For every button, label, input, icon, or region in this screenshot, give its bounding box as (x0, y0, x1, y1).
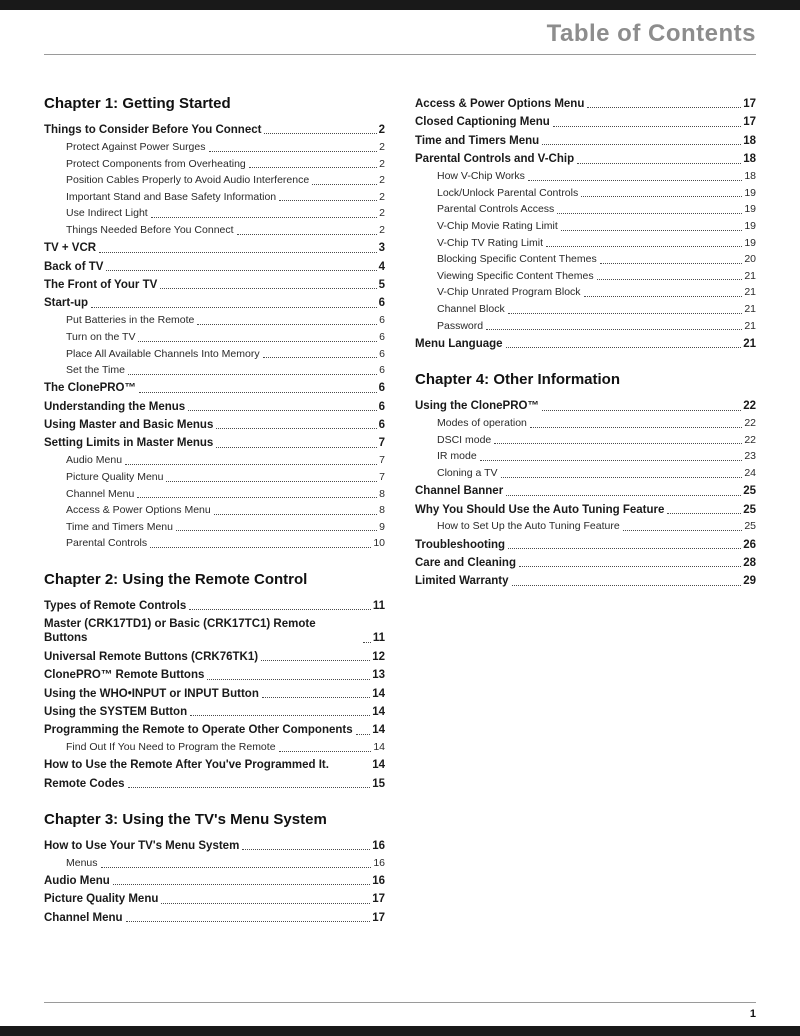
toc-entry-label: TV + VCR (44, 242, 97, 255)
dot-leader (242, 849, 370, 850)
toc-entry-label: Channel Banner (415, 485, 504, 498)
chapter-heading: Chapter 4: Other Information (415, 371, 621, 389)
toc-entry-page: 26 (743, 538, 756, 551)
toc-entry (415, 150, 756, 168)
toc-entry-label: Access & Power Options Menu (66, 504, 211, 517)
toc-entry (437, 302, 756, 319)
toc-entry-page: 22 (744, 417, 756, 430)
dot-leader (190, 715, 370, 716)
toc-column-right (415, 95, 756, 591)
toc-entry-page: 2 (379, 224, 385, 237)
dot-leader (216, 447, 376, 448)
toc-entry-page: 6 (379, 364, 385, 377)
toc-entry (44, 416, 385, 434)
toc-entry-page: 19 (744, 186, 756, 199)
toc-entry-label: V-Chip Movie Rating Limit (437, 219, 558, 232)
toc-entry (66, 519, 385, 536)
toc-entry (44, 648, 385, 666)
toc-entry-label: Programming the Remote to Operate Other Components (44, 724, 353, 737)
toc-entry-page: 19 (744, 219, 756, 232)
toc-entry (437, 252, 756, 269)
dot-leader (623, 530, 743, 531)
toc-entry (44, 666, 385, 684)
toc-entry (437, 449, 756, 466)
toc-entry-page: 6 (378, 297, 385, 310)
toc-entry (66, 536, 385, 553)
toc-entry-page: 23 (744, 450, 756, 463)
toc-entry (44, 276, 385, 294)
toc-entry (44, 597, 385, 615)
toc-entry-label: Password (437, 319, 484, 332)
toc-entry-label: Place All Available Channels Into Memory (66, 347, 260, 360)
toc-entry-page: 5 (378, 278, 385, 291)
toc-entry-label: Set the Time (66, 364, 125, 377)
dot-leader (160, 288, 376, 289)
toc-entry-label: DSCI mode (437, 433, 492, 446)
toc-entry-page: 9 (379, 520, 385, 533)
dot-leader (151, 217, 377, 218)
toc-entry-page: 16 (372, 875, 385, 888)
toc-entry (437, 235, 756, 252)
toc-entry (66, 363, 385, 380)
toc-entry-page: 2 (379, 207, 385, 220)
toc-entry-label: Universal Remote Buttons (CRK76TK1) (44, 650, 259, 663)
toc-entry-page: 6 (379, 330, 385, 343)
toc-entry (66, 173, 385, 190)
toc-entry-label: Protect Against Power Surges (66, 140, 206, 153)
dot-leader (480, 460, 743, 461)
toc-entry (44, 434, 385, 452)
dot-leader (279, 200, 377, 201)
dot-leader (263, 357, 378, 358)
toc-entry-page: 25 (744, 520, 756, 533)
toc-entry-page: 21 (744, 269, 756, 282)
dot-leader (508, 548, 741, 549)
toc-entry-page: 2 (378, 124, 385, 136)
dot-leader (264, 133, 376, 134)
toc-entry (415, 572, 756, 590)
toc-entry-label: Picture Quality Menu (66, 470, 164, 483)
dot-leader (363, 642, 371, 643)
toc-entry (66, 329, 385, 346)
toc-entry-page: 4 (378, 260, 385, 273)
toc-entry-label: Remote Codes (44, 777, 125, 790)
toc-entry (44, 872, 385, 890)
toc-entry-label: Picture Quality Menu (44, 893, 159, 906)
toc-entry (415, 335, 756, 353)
toc-entry-label: Turn on the TV (66, 330, 136, 343)
toc-entry (66, 503, 385, 520)
dot-leader (508, 313, 743, 314)
toc-entry-page: 21 (744, 286, 756, 299)
toc-entry-page: 17 (372, 893, 385, 906)
dot-leader (138, 341, 377, 342)
toc-entry (437, 285, 756, 302)
toc-entry-label: Types of Remote Controls (44, 599, 187, 612)
toc-entry-label: V-Chip Unrated Program Block (437, 286, 581, 299)
toc-entry-label: Setting Limits in Master Menus (44, 437, 214, 450)
toc-entry-page: 12 (372, 650, 385, 663)
toc-entry-page: 8 (379, 504, 385, 517)
toc-entry (437, 416, 756, 433)
page-title: Table of Contents (546, 20, 756, 47)
bottom-black-band (0, 1026, 800, 1036)
dot-leader (91, 307, 377, 308)
toc-entry-page: 21 (743, 337, 756, 350)
toc-entry (44, 258, 385, 276)
toc-entry-page: 2 (379, 157, 385, 170)
toc-entry-label: Master (CRK17TD1) or Basic (CRK17TC1) Remote Buttons (44, 618, 316, 645)
toc-entry (44, 909, 385, 927)
toc-entry-page: 21 (744, 319, 756, 332)
toc-entry-label: Lock/Unlock Parental Controls (437, 186, 579, 199)
toc-entry (415, 397, 756, 415)
toc-entry-page: 17 (372, 911, 385, 924)
toc-entry-label: Why You Should Use the Auto Tuning Feature (415, 503, 665, 516)
toc-entry-label: Put Batteries in the Remote (66, 314, 195, 327)
toc-entry (437, 519, 756, 536)
toc-entry-label: IR mode (437, 450, 477, 463)
dot-leader (312, 184, 377, 185)
toc-entry-page: 7 (379, 470, 385, 483)
dot-leader (553, 126, 741, 127)
toc-entry-label: ClonePRO™ Remote Buttons (44, 669, 205, 682)
toc-entry-page: 17 (743, 98, 756, 110)
toc-entry-label: Viewing Specific Content Themes (437, 269, 594, 282)
toc-entry-label: How V-Chip Works (437, 170, 525, 182)
toc-entry-label: Position Cables Properly to Avoid Audio Interference (66, 174, 310, 187)
toc-entry (437, 432, 756, 449)
dot-leader (150, 547, 371, 548)
toc-entry (66, 346, 385, 363)
toc-entry-page: 13 (372, 669, 385, 682)
toc-entry-page: 14 (373, 741, 385, 754)
toc-entry-label: The Front of Your TV (44, 278, 158, 291)
toc-entry-label: Limited Warranty (415, 575, 509, 588)
dot-leader (512, 585, 742, 586)
toc-entry-label: How to Use the Remote After You've Programmed It. (44, 759, 329, 772)
toc-entry-label: Parental Controls (66, 537, 148, 550)
toc-entry (66, 469, 385, 486)
dot-leader (214, 514, 377, 515)
dot-leader (584, 296, 743, 297)
toc-entry (437, 218, 756, 235)
toc-entry-label: Things to Consider Before You Connect (44, 124, 262, 136)
dot-leader (530, 427, 742, 428)
toc-entry (415, 95, 756, 113)
toc-entry-label: Troubleshooting (415, 538, 506, 551)
toc-entry-page: 14 (372, 724, 385, 737)
toc-entry-page: 18 (743, 153, 756, 166)
toc-entry-page: 8 (379, 487, 385, 500)
toc-entry-label: Closed Captioning Menu (415, 116, 550, 129)
toc-entry-page: 6 (378, 400, 385, 413)
dot-leader (542, 144, 741, 145)
toc-entry-label: Care and Cleaning (415, 556, 516, 569)
dot-leader (125, 464, 377, 465)
dot-leader (581, 196, 742, 197)
dot-leader (600, 263, 743, 264)
toc-entry (66, 223, 385, 240)
toc-entry (44, 721, 385, 739)
toc-column-left (44, 95, 385, 927)
toc-entry-label: Access & Power Options Menu (415, 98, 585, 110)
toc-entry-label: Using the ClonePRO™ (415, 400, 539, 413)
toc-entry (415, 482, 756, 500)
toc-entry (44, 615, 385, 648)
toc-entry-label: Find Out If You Need to Program the Remote (66, 741, 276, 754)
toc-entry (66, 156, 385, 173)
toc-entry-page: 25 (743, 503, 756, 516)
dot-leader (99, 252, 377, 253)
dot-leader (356, 734, 371, 735)
toc-entry-label: Back of TV (44, 260, 104, 273)
toc-entry-label: Start-up (44, 297, 89, 310)
toc-entry (415, 554, 756, 572)
toc-entry-page: 24 (744, 467, 756, 480)
toc-entry (44, 837, 385, 855)
toc-entry (44, 379, 385, 397)
toc-entry-page: 7 (378, 437, 385, 450)
dot-leader (519, 566, 741, 567)
dot-leader (113, 884, 370, 885)
dot-leader (189, 609, 371, 610)
toc-entry-page: 21 (744, 303, 756, 316)
toc-entry-label: Protect Components from Overheating (66, 157, 246, 170)
toc-entry (437, 466, 756, 483)
dot-leader (166, 481, 377, 482)
dot-leader (261, 660, 370, 661)
dot-leader (197, 324, 377, 325)
toc-entry-page: 6 (378, 419, 385, 432)
dot-leader (262, 697, 370, 698)
toc-entry-page: 25 (743, 485, 756, 498)
toc-entry-label: Audio Menu (44, 875, 110, 888)
toc-entry (437, 268, 756, 285)
toc-entry (66, 139, 385, 156)
chapter-heading: Chapter 1: Getting Started (44, 95, 231, 112)
toc-entry (44, 756, 385, 774)
toc-entry-label: How to Use Your TV's Menu System (44, 840, 240, 853)
dot-leader (137, 497, 377, 498)
toc-entry-label: Cloning a TV (437, 467, 498, 480)
dot-leader (126, 921, 371, 922)
dot-leader (139, 392, 377, 393)
toc-entry-page: 14 (372, 759, 385, 772)
dot-leader (542, 410, 741, 411)
toc-entry-page: 7 (379, 454, 385, 467)
toc-entry-label: Time and Timers Menu (66, 520, 173, 533)
toc-entry (437, 185, 756, 202)
toc-entry (415, 536, 756, 554)
toc-entry (44, 703, 385, 721)
toc-entry (66, 740, 385, 757)
toc-entry-page: 10 (373, 537, 385, 550)
toc-entry-page: 11 (372, 599, 385, 612)
toc-entry (44, 775, 385, 793)
toc-entry-label: Menus (66, 856, 98, 869)
toc-entry-page: 17 (743, 116, 756, 129)
page-footer (44, 1002, 756, 1020)
dot-leader (161, 903, 370, 904)
toc-columns (0, 55, 800, 927)
toc-entry (437, 169, 756, 186)
toc-entry-page: 20 (744, 253, 756, 266)
toc-entry-label: Audio Menu (66, 454, 123, 467)
toc-entry (44, 239, 385, 257)
dot-leader (279, 751, 372, 752)
toc-entry-page: 2 (379, 190, 385, 203)
dot-leader (188, 410, 376, 411)
toc-entry (66, 313, 385, 330)
toc-entry-page: 18 (744, 170, 756, 182)
toc-entry-label: Channel Menu (44, 911, 123, 924)
dot-leader (237, 234, 378, 235)
toc-entry-label: Blocking Specific Content Themes (437, 253, 597, 266)
toc-entry-page: 6 (379, 314, 385, 327)
toc-entry-page: 22 (744, 433, 756, 446)
dot-leader (587, 107, 741, 108)
toc-entry (66, 855, 385, 872)
toc-entry (44, 685, 385, 703)
toc-entry-page: 11 (372, 632, 385, 645)
toc-entry-page: 15 (372, 777, 385, 790)
toc-entry-label: Using the WHO•INPUT or INPUT Button (44, 687, 259, 700)
toc-entry-page: 29 (743, 575, 756, 588)
toc-entry-label: Important Stand and Base Safety Information (66, 190, 277, 203)
dot-leader (597, 279, 743, 280)
toc-entry-label: Parental Controls and V-Chip (415, 153, 575, 166)
toc-entry (415, 132, 756, 150)
toc-entry-page: 6 (378, 382, 385, 395)
dot-leader (176, 530, 377, 531)
top-black-band (0, 0, 800, 10)
toc-entry-label: Understanding the Menus (44, 400, 186, 413)
toc-entry-page: 19 (744, 203, 756, 216)
toc-entry (66, 206, 385, 223)
toc-entry-page: 18 (743, 134, 756, 147)
dot-leader (486, 329, 742, 330)
toc-entry-label: The ClonePRO™ (44, 382, 137, 395)
toc-entry-label: Using Master and Basic Menus (44, 419, 214, 432)
chapter-heading: Chapter 3: Using the TV's Menu System (44, 811, 327, 829)
dot-leader (577, 163, 741, 164)
toc-entry (66, 486, 385, 503)
toc-entry (415, 501, 756, 519)
toc-entry (44, 890, 385, 908)
toc-entry-page: 16 (372, 840, 385, 853)
toc-entry-page: 16 (373, 856, 385, 869)
toc-entry-page: 28 (743, 556, 756, 569)
dot-leader (494, 443, 742, 444)
toc-entry-label: Parental Controls Access (437, 203, 555, 216)
toc-entry-label: Time and Timers Menu (415, 134, 540, 147)
page-number: 1 (749, 1008, 756, 1020)
toc-entry (44, 294, 385, 312)
dot-leader (101, 867, 372, 868)
toc-entry-page: 6 (379, 347, 385, 360)
dot-leader (207, 679, 370, 680)
dot-leader (216, 428, 376, 429)
dot-leader (506, 347, 742, 348)
dot-leader (528, 180, 742, 181)
dot-leader (209, 151, 378, 152)
toc-entry-page: 14 (372, 687, 385, 700)
dot-leader (501, 477, 743, 478)
dot-leader (106, 270, 376, 271)
toc-entry-label: Modes of operation (437, 417, 527, 430)
toc-entry-page: 14 (372, 705, 385, 718)
toc-entry-label: Channel Block (437, 303, 505, 316)
toc-entry (437, 318, 756, 335)
dot-leader (128, 374, 377, 375)
dot-leader (546, 246, 742, 247)
dot-leader (506, 495, 741, 496)
dot-leader (249, 167, 377, 168)
toc-entry (437, 202, 756, 219)
toc-entry-page: 3 (378, 242, 385, 255)
toc-entry-label: Using the SYSTEM Button (44, 705, 188, 718)
dot-leader (128, 787, 371, 788)
toc-entry-label: V-Chip TV Rating Limit (437, 236, 544, 249)
toc-entry-page: 2 (379, 140, 385, 153)
toc-entry (66, 453, 385, 470)
toc-entry (415, 113, 756, 131)
toc-entry (44, 121, 385, 139)
dot-leader (557, 213, 742, 214)
toc-entry-label: Use Indirect Light (66, 207, 148, 220)
toc-entry-label: Menu Language (415, 337, 503, 350)
toc-entry (44, 398, 385, 416)
toc-entry-label: Channel Menu (66, 487, 135, 500)
dot-leader (561, 230, 743, 231)
toc-entry-page: 22 (743, 400, 756, 413)
toc-entry-page: 2 (379, 174, 385, 187)
toc-entry (66, 189, 385, 206)
toc-entry-label: How to Set Up the Auto Tuning Feature (437, 520, 620, 533)
toc-entry-label: Things Needed Before You Connect (66, 224, 234, 237)
chapter-heading: Chapter 2: Using the Remote Control (44, 570, 308, 588)
toc-entry-page: 19 (744, 236, 756, 249)
dot-leader (667, 513, 741, 514)
